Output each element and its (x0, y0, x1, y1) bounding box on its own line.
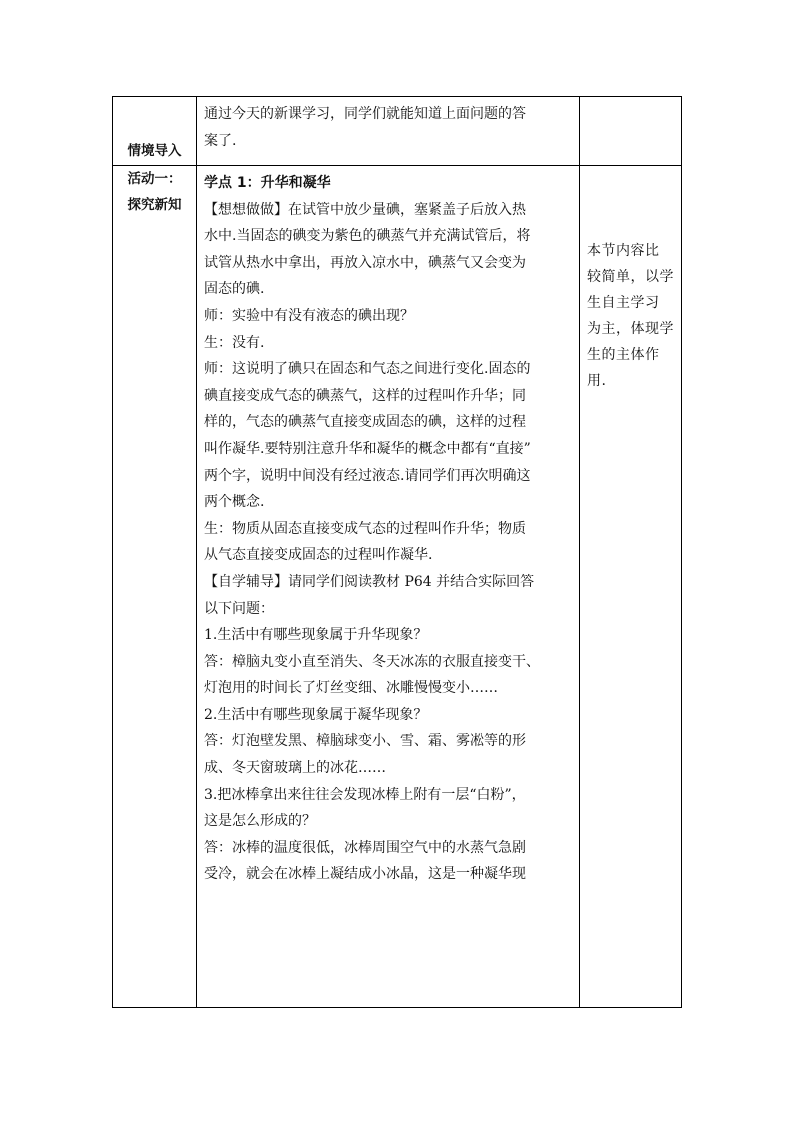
text-line: 生：物质从固态直接变成气态的过程叫作升华；物质 (204, 520, 526, 537)
text-line: 【想想做做】在试管中放少量碘，塞紧盖子后放入热 (204, 201, 526, 218)
text-line: 1.生活中有哪些现象属于升华现象？ (204, 627, 428, 644)
note-line: 为主，体现学 (587, 321, 674, 337)
text-line: 3.把冰棒拿出来往往会发现冰棒上附有一层“白粉”， (204, 786, 526, 803)
content-text (197, 166, 579, 888)
section-label (113, 166, 197, 1008)
text-line: 两个概念. (204, 494, 265, 511)
text-line: 答：樟脑丸变小直至消失、冬天冰冻的衣服直接变干、 (204, 653, 540, 670)
section-label: 情境导入 (113, 97, 197, 166)
section-label-line: 探究新知 (127, 197, 182, 213)
content-cell (197, 166, 580, 1008)
text-line: 两个字，说明中间没有经过液态.请同学们再次明确这 (204, 467, 531, 484)
text-line: 2.生活中有哪些现象属于凝华现象？ (204, 706, 428, 723)
text-line: 案了. (204, 132, 237, 149)
section-label-line: 活动一： (127, 171, 182, 187)
text-line: 从气态直接变成固态的过程叫作凝华. (204, 547, 433, 564)
section-heading: 学点 1：升华和凝华 (204, 175, 331, 191)
text-line: 答：冰棒的温度很低，冰棒周围空气中的水蒸气急剧 (204, 839, 526, 856)
note-line: 用. (587, 373, 607, 389)
text-line: 受冷，就会在冰棒上凝结成小冰晶，这是一种凝华现 (204, 866, 526, 883)
text-line: 叫作凝华.要特别注意升华和凝华的概念中都有“直接” (204, 440, 531, 457)
text-line: 通过今天的新课学习，同学们就能知道上面问题的答 (204, 106, 526, 122)
content-text (197, 97, 579, 154)
note-cell (580, 166, 682, 1008)
text-line: 试管从热水中拿出，再放入凉水中，碘蒸气又会变为 (204, 254, 526, 271)
content-cell (197, 97, 580, 166)
note-line: 本节内容比 (587, 243, 660, 259)
text-line: 水中.当固态的碘变为紫色的碘蒸气并充满试管后，将 (204, 228, 531, 245)
table-row (113, 166, 682, 1008)
teacher-note (580, 166, 681, 394)
note-line: 生自主学习 (587, 295, 660, 311)
text-line: 【自学辅导】请同学们阅读教材 P64 并结合实际回答 (204, 573, 535, 590)
text-line: 师：这说明了碘只在固态和气态之间进行变化.固态的 (204, 361, 531, 378)
table-row (113, 97, 682, 166)
text-line: 以下问题： (204, 600, 274, 617)
text-line: 样的，气态的碘蒸气直接变成固态的碘，这样的过程 (204, 414, 526, 431)
text-line: 成、冬天窗玻璃上的冰花…… (204, 760, 386, 777)
note-line: 生的主体作 (587, 347, 660, 363)
text-line: 生：没有. (204, 334, 265, 351)
text-line: 这是怎么形成的？ (204, 813, 316, 830)
text-line: 灯泡用的时间长了灯丝变细、冰雕慢慢变小…… (204, 680, 498, 697)
note-line: 较简单，以学 (587, 269, 674, 285)
text-line: 固态的碘. (204, 281, 265, 298)
note-cell (580, 97, 682, 166)
text-line: 答：灯泡壁发黑、樟脑球变小、雪、霜、雾凇等的形 (204, 733, 526, 750)
text-line: 碘直接变成气态的碘蒸气，这样的过程叫作升华；同 (204, 387, 526, 404)
text-line: 师：实验中有没有液态的碘出现？ (204, 307, 414, 324)
lesson-plan-table (112, 96, 682, 1008)
